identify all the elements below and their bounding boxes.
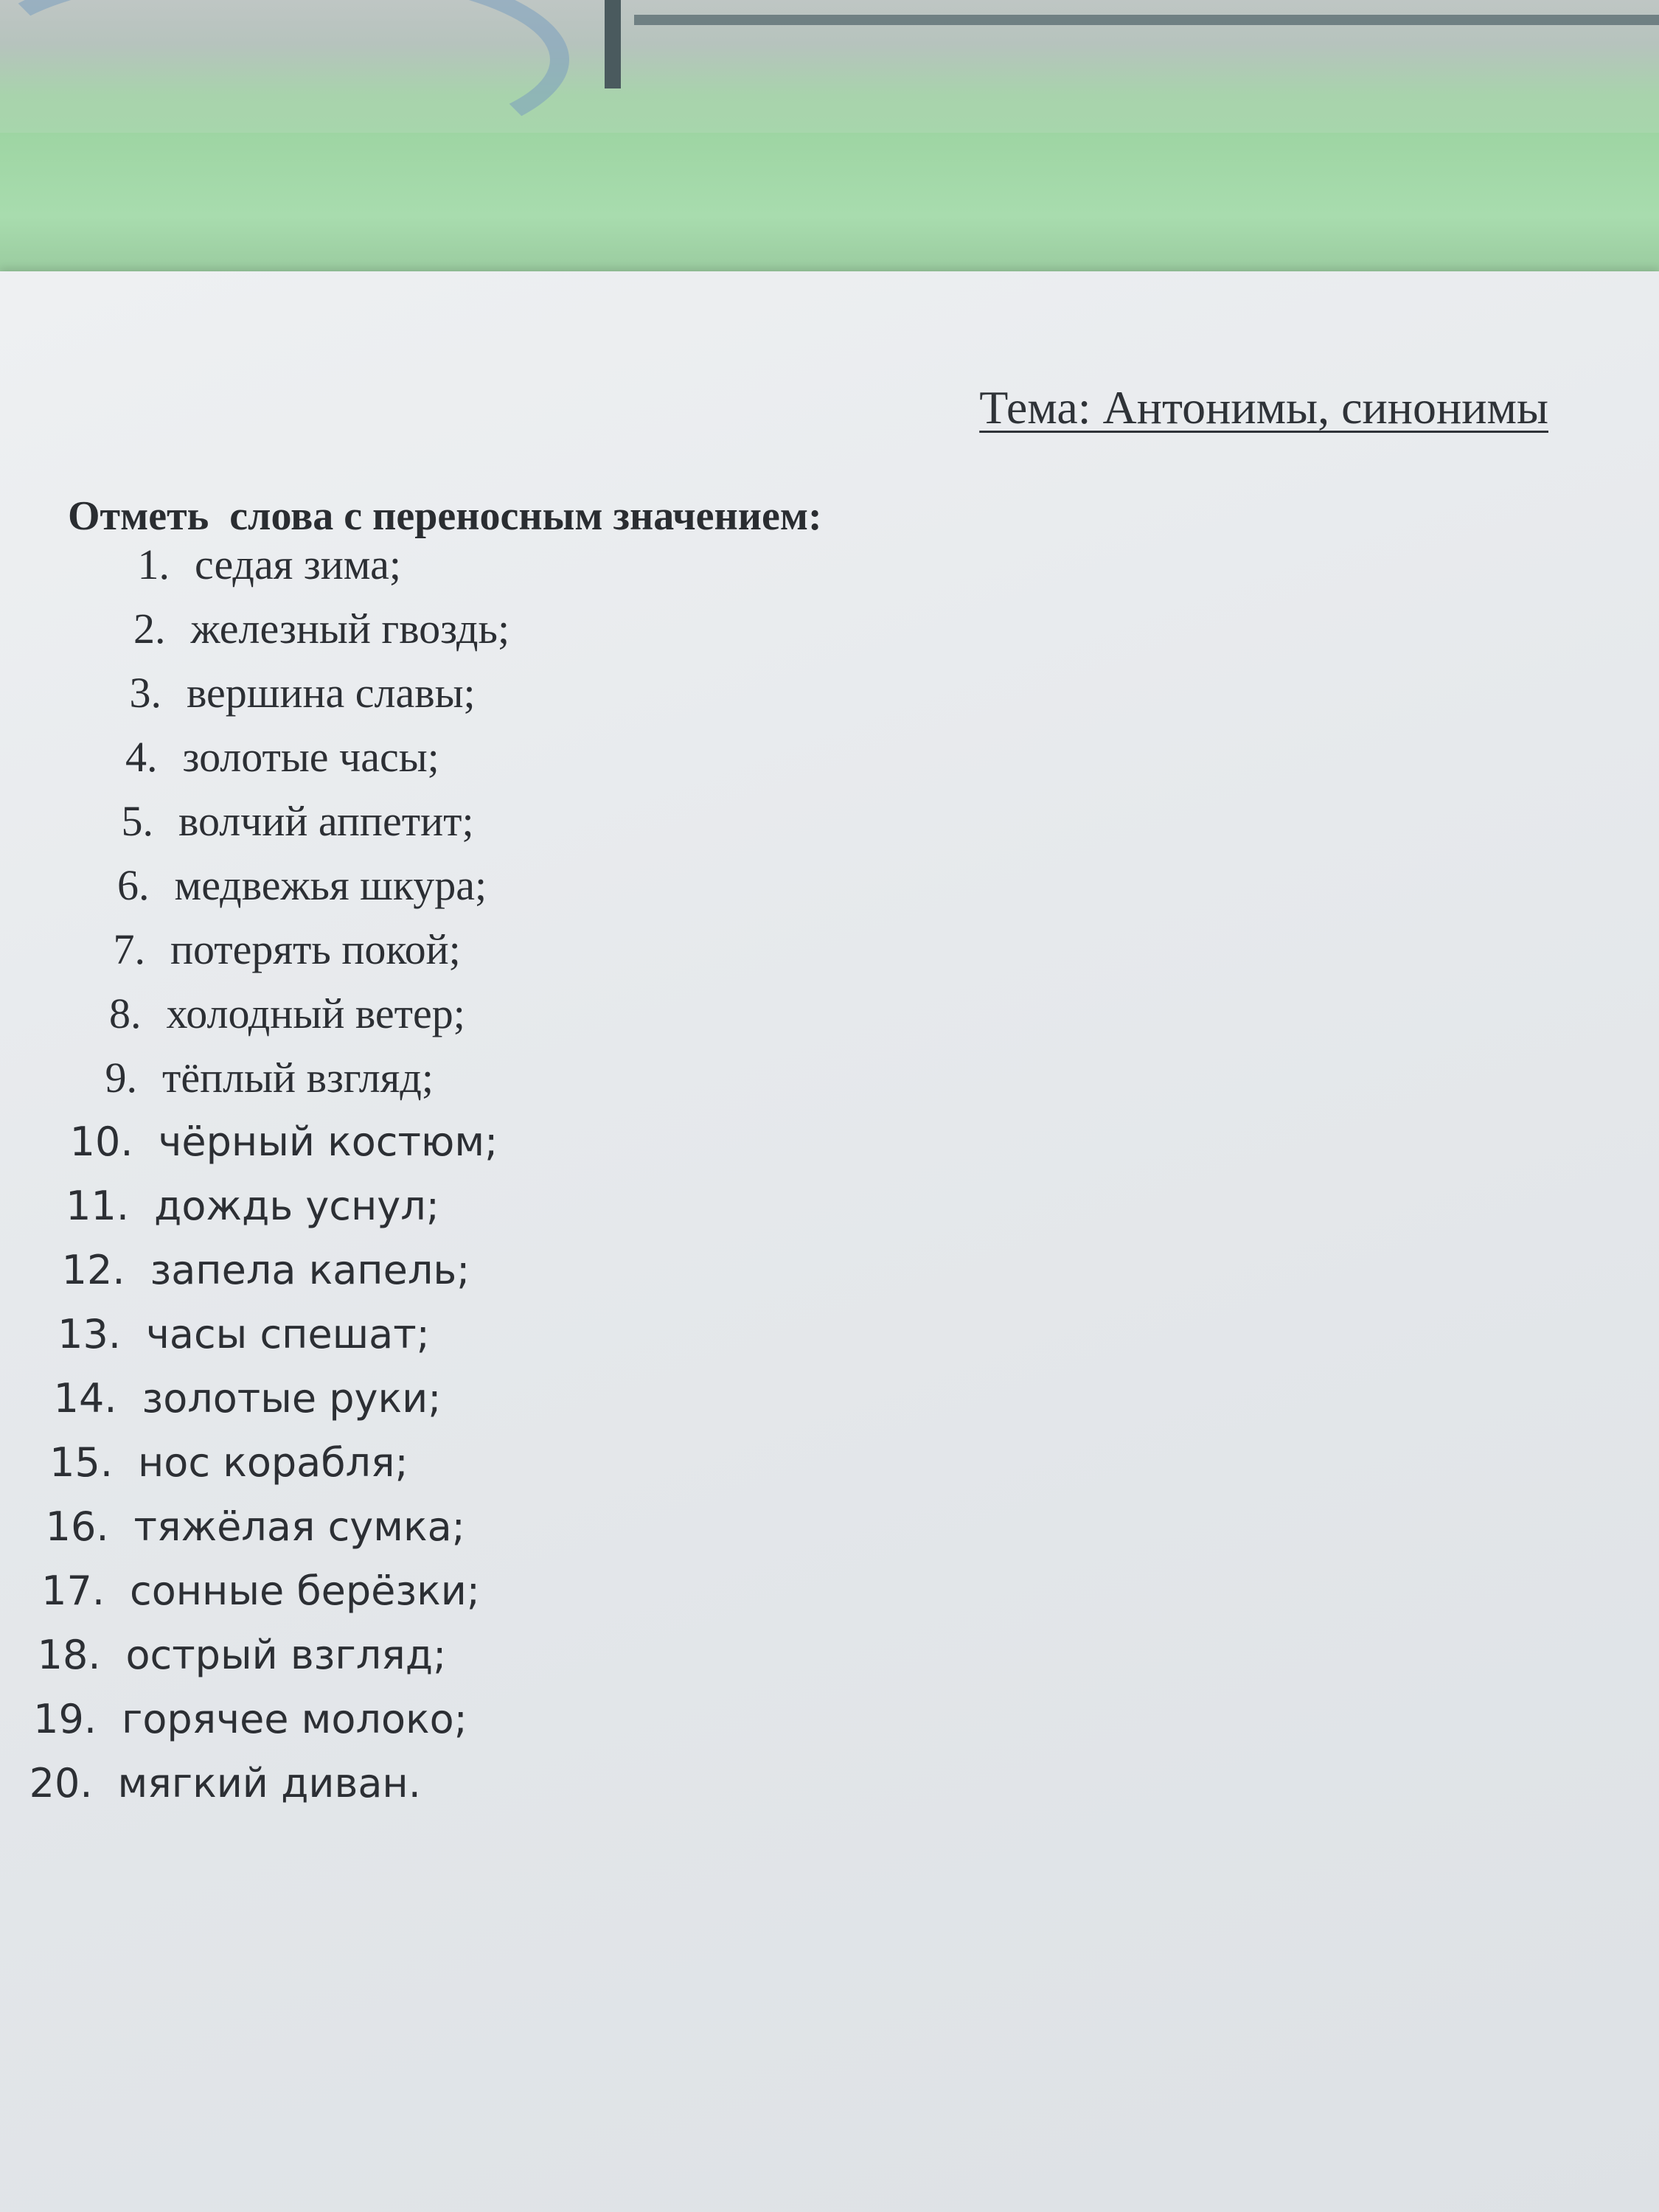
list-item — [0, 1562, 480, 1621]
list-item — [18, 1177, 439, 1236]
item-phrase: запела капель; — [150, 1247, 470, 1293]
list-item — [31, 984, 465, 1043]
green-folder — [0, 133, 1659, 273]
item-phrase: холодный ветер; — [166, 990, 465, 1037]
list-item — [39, 856, 487, 915]
worksheet-page — [0, 271, 1659, 2212]
phrase-list — [0, 271, 1659, 2212]
list-item — [2, 1433, 408, 1492]
list-item — [0, 1754, 421, 1813]
list-item — [27, 1048, 434, 1107]
background-rail — [634, 15, 1659, 25]
list-item — [43, 792, 474, 851]
item-phrase: вершина славы; — [187, 669, 476, 717]
item-phrase: тёплый взгляд; — [162, 1054, 434, 1102]
item-phrase: золотые часы; — [182, 733, 439, 781]
item-number: 20. — [29, 1760, 93, 1806]
list-item — [51, 664, 476, 723]
item-number: 17. — [41, 1568, 105, 1614]
item-phrase: мягкий диван. — [117, 1760, 421, 1806]
item-number: 4. — [125, 733, 158, 781]
list-item — [55, 599, 510, 658]
item-phrase: тяжёлая сумка; — [133, 1503, 465, 1550]
item-phrase: волчий аппетит; — [178, 797, 474, 845]
item-phrase: часы спешат; — [146, 1311, 430, 1357]
item-phrase: чёрный костюм; — [158, 1119, 498, 1165]
list-item — [23, 1113, 498, 1172]
item-number: 2. — [133, 605, 166, 653]
item-number: 14. — [53, 1375, 117, 1422]
list-item — [0, 1498, 465, 1557]
item-number: 7. — [113, 925, 145, 973]
item-phrase: седая зима; — [195, 540, 401, 588]
topic-heading: Тема: Антонимы, синонимы — [979, 381, 1548, 434]
item-number: 8. — [109, 990, 142, 1037]
item-phrase: сонные берёзки; — [130, 1568, 481, 1614]
list-item — [15, 1241, 470, 1300]
item-number: 19. — [33, 1696, 97, 1742]
item-number: 1. — [137, 540, 170, 588]
item-number: 10. — [69, 1119, 133, 1165]
item-phrase: потерять покой; — [170, 925, 461, 973]
item-number: 9. — [105, 1054, 137, 1102]
item-number: 6. — [117, 861, 150, 909]
list-item — [59, 535, 401, 594]
list-item — [35, 920, 461, 979]
item-number: 5. — [121, 797, 153, 845]
item-number: 3. — [129, 669, 161, 717]
list-item — [47, 728, 439, 787]
item-number: 16. — [45, 1503, 109, 1550]
list-item — [7, 1369, 442, 1428]
list-item — [0, 1690, 467, 1749]
item-phrase: железный гвоздь; — [190, 605, 510, 653]
item-phrase: острый взгляд; — [125, 1632, 447, 1678]
list-item — [0, 1626, 446, 1685]
item-phrase: нос корабля; — [138, 1439, 408, 1486]
item-number: 12. — [61, 1247, 125, 1293]
list-item — [10, 1305, 430, 1364]
item-number: 18. — [37, 1632, 101, 1678]
photo-background — [0, 0, 1659, 310]
item-number: 15. — [49, 1439, 113, 1486]
item-phrase: золотые руки; — [142, 1375, 442, 1422]
task-instruction: Отметь слова с переносным значением: — [68, 493, 822, 539]
background-stand — [605, 0, 621, 88]
item-phrase: медвежья шкура; — [174, 861, 487, 909]
item-number: 13. — [58, 1311, 121, 1357]
item-phrase: дождь уснул; — [154, 1183, 439, 1229]
item-number: 11. — [66, 1183, 129, 1229]
item-phrase: горячее молоко; — [122, 1696, 467, 1742]
